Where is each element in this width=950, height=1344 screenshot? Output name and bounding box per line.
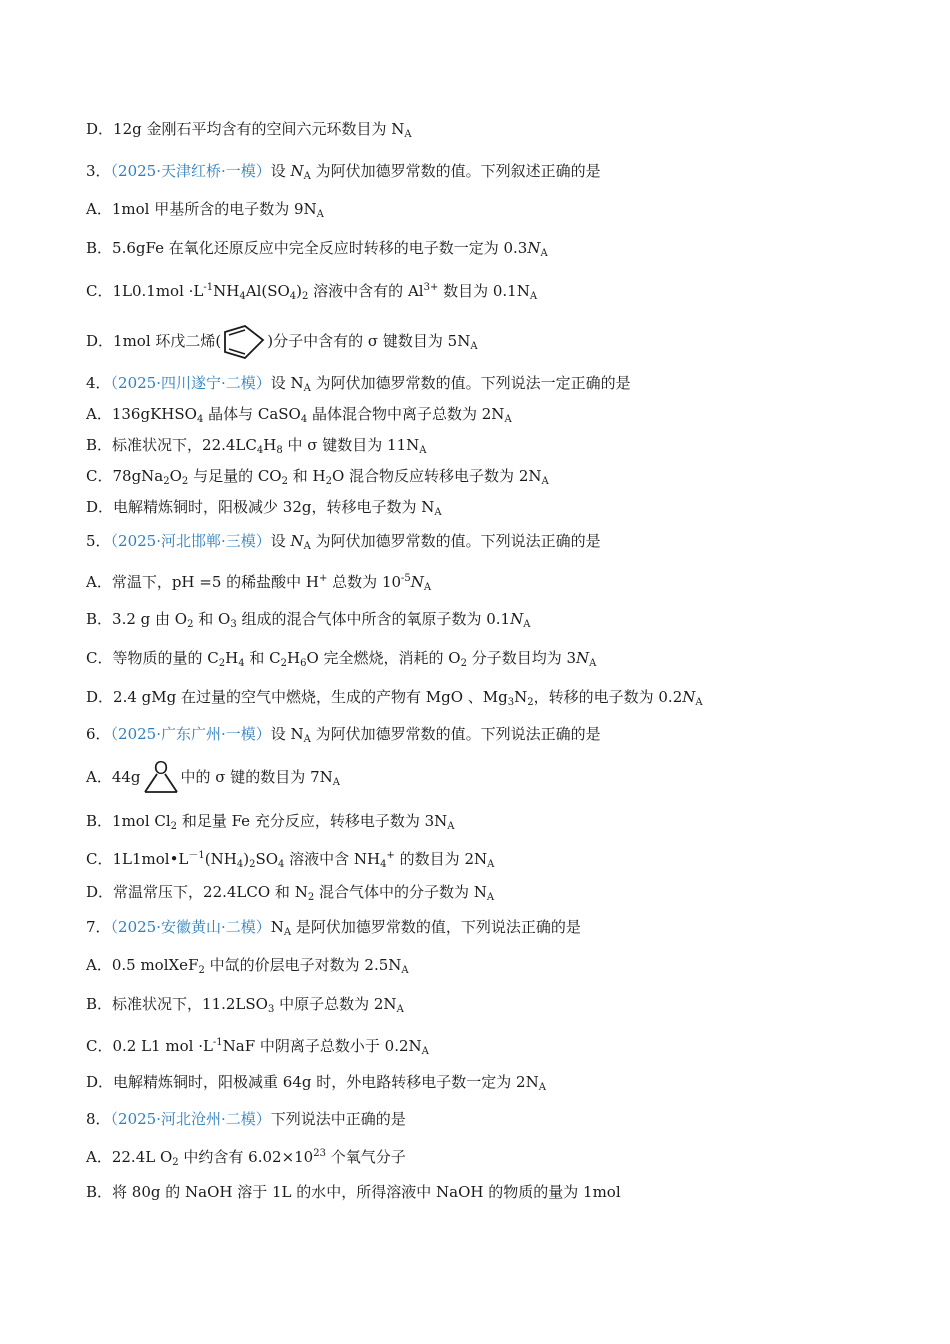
question-source: （2025·河北邯郸·三模）: [110, 532, 271, 550]
line-q8: [86, 1108, 910, 1130]
line-text: B．3.2 g 由 $O_2$ 和 $O_3$ 组成的混合气体中所含的氧原子数为 $0.1N_A$: [86, 610, 531, 630]
line-q5a: [86, 568, 910, 599]
line-text: A．22.4L $O_2$ 中约含有 $6.02\times 10^{23}$ 个氧气分子: [86, 1148, 406, 1168]
line-text: B．标准状况下，$22.4LC_4H_8$ 中 σ 键数目为 $11N_A$: [86, 436, 427, 456]
line-text: A．常温下，pH =5 的稀盐酸中 H+ 总数为 $10^{-5}N_A$: [86, 573, 432, 593]
q3-option-d: [86, 322, 910, 362]
line-q4: [86, 372, 910, 400]
question-number: 3．: [86, 162, 111, 180]
line-l1: [86, 118, 910, 146]
line-text: A．136gKHSO$_4$ 晶体与 CaSO$_4$ 晶体混合物中离子总数为 $2N_A$: [86, 405, 512, 425]
question-source: （2025·安徽黄山·二模）: [110, 918, 271, 936]
line-text: 设 $N_A$ 为阿伏加德罗常数的值。下列说法一定正确的是: [270, 374, 631, 394]
line-text: $N_A$ 是阿伏加德罗常数的值，下列说法正确的是: [270, 918, 581, 938]
line-q6d: [86, 881, 910, 909]
line-text: 设 $N_A$ 为阿伏加德罗常数的值。下列叙述正确的是: [270, 162, 601, 182]
line-text: A．1mol 甲基所含的电子数为 $9N_A$: [86, 200, 324, 220]
line-text: 设 $N_A$ 为阿伏加德罗常数的值。下列说法正确的是: [270, 532, 601, 552]
line-q5c: [86, 647, 910, 675]
line-q4d: [86, 496, 910, 524]
line-q4b: [86, 434, 910, 462]
question-source: （2025·四川遂宁·二模）: [110, 374, 271, 392]
line-text: D．常温常压下，22.4LCO 和 $N_2$ 混合气体中的分子数为 $N_A$: [86, 883, 495, 903]
question-number: 8．: [86, 1110, 111, 1128]
line-q3a: [86, 198, 910, 226]
line-text: B．1mol $Cl_2$ 和足量 Fe 充分反应，转移电子数为 $3N_A$: [86, 812, 455, 832]
line-q7: [86, 916, 910, 944]
line-text: C．0.2 L1 mol $\cdot L^{-1}NaF$ 中阴离子总数小于 $0.2N_A$: [86, 1037, 429, 1057]
line-text: 下列说法中正确的是: [270, 1110, 406, 1128]
line-text: B．标准状况下，$11.2LSO_3$ 中原子总数为 $2N_A$: [86, 995, 404, 1015]
line-q4a: [86, 403, 910, 431]
line-q5d: [86, 686, 910, 714]
line-q6b: [86, 810, 910, 838]
q6a-pre-text: A．44g: [86, 768, 141, 786]
q3d-subscript: A: [470, 341, 478, 352]
line-text: D．12g 金刚石平均含有的空间六元环数目为 $N_A$: [86, 120, 412, 140]
line-text: D．2.4 gMg 在过量的空气中燃烧，生成的产物有 MgO 、$Mg_3N_2$，转移的电子数为 $0.2N_A$: [86, 688, 703, 708]
line-q5: [86, 530, 910, 558]
line-q8b: [86, 1181, 910, 1203]
line-q7a: [86, 954, 910, 982]
line-text: C．$1L0.1mol \cdot L^{-1}NH_4Al(SO_4)_2$ 溶液中含有的 $Al^{3+}$ 数目为 $0.1N_A$: [86, 282, 538, 302]
question-number: 6．: [86, 725, 111, 743]
cyclopentadiene-icon: [221, 322, 267, 362]
line-q6c: [86, 845, 910, 876]
epoxide-icon: [141, 760, 181, 796]
line-text: C．$1L1mol•L^{-1}(NH_4)_2SO_4$ 溶液中含 $NH_4^+$ 的数目为 $2N_A$: [86, 850, 495, 870]
q6-option-a: [86, 760, 910, 796]
line-q4c: [86, 465, 910, 493]
question-number: 5．: [86, 532, 111, 550]
q6a-post-text: 中的 σ 键的数目为 7N: [180, 768, 333, 786]
line-q3b: [86, 237, 910, 265]
line-q3c: [86, 277, 910, 308]
line-q7c: [86, 1032, 910, 1063]
line-text: D．电解精炼铜时，阳极减少 32g，转移电子数为 $N_A$: [86, 498, 442, 518]
line-q5b: [86, 608, 910, 636]
line-q8a: [86, 1143, 910, 1174]
question-source: （2025·天津红桥·一模）: [110, 162, 271, 180]
line-text: B．将 80g 的 NaOH 溶于 1L 的水中，所得溶液中 NaOH 的物质的量为 1mol: [86, 1183, 621, 1201]
line-q7d: [86, 1071, 910, 1099]
line-q7b: [86, 993, 910, 1021]
q3d-pre-text: D．1mol 环戊二烯(: [86, 332, 222, 350]
line-text: A．0.5 molXeF$_2$ 中氙的价层电子对数为 $2.5N_A$: [86, 956, 409, 976]
line-text: C．$78gNa_2O_2$ 与足量的 $CO_2$ 和 $H_2O$ 混合物反应转移电子数为 $2N_A$: [86, 467, 549, 487]
question-number: 4．: [86, 374, 111, 392]
line-q3: [86, 160, 910, 188]
q6a-subscript: A: [332, 777, 340, 788]
line-text: B．5.6gFe 在氧化还原反应中完全反应时转移的电子数一定为 $0.3N_A$: [86, 239, 548, 259]
line-q6: [86, 723, 910, 751]
question-source: （2025·广东广州·一模）: [110, 725, 271, 743]
line-text: D．电解精炼铜时，阳极减重 64g 时，外电路转移电子数一定为 $2N_A$: [86, 1073, 546, 1093]
epoxide-oxygen-label: O: [153, 760, 168, 778]
question-number: 7．: [86, 918, 111, 936]
line-text: 设 $N_A$ 为阿伏加德罗常数的值。下列说法正确的是: [270, 725, 601, 745]
line-text: C．等物质的量的 $C_2H_4$ 和 $C_2H_6O$ 完全燃烧，消耗的 $O_2$ 分子数目均为 $3N_A$: [86, 649, 597, 669]
question-source: （2025·河北沧州·二模）: [110, 1110, 271, 1128]
q3d-post-text: )分子中含有的 σ 键数目为 5N: [267, 332, 471, 350]
